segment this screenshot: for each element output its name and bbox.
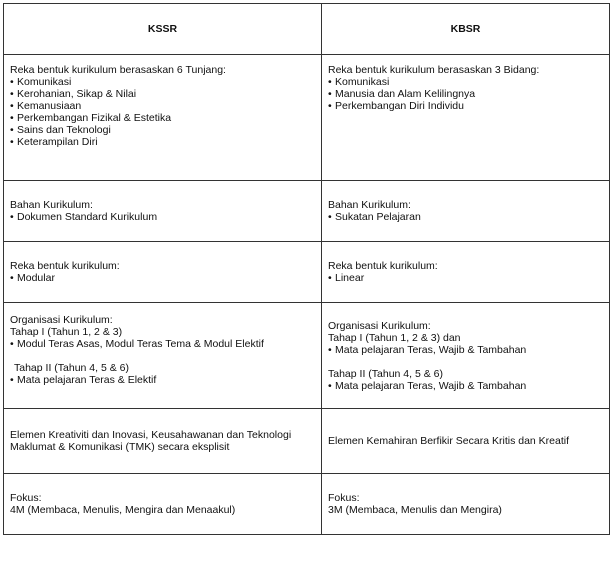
- focus-text: 3M (Membaca, Menulis dan Mengira): [328, 504, 502, 516]
- kssr-focus-cell: [4, 474, 322, 535]
- bullet-list: [328, 344, 603, 356]
- kssr-elements-cell: Elemen Kreativiti dan Inovasi, Keusahawanan dan Teknologi Maklumat & Komunikasi (TMK) secara eksplisit: [4, 409, 322, 474]
- stage-label: Tahap I (Tahun 1, 2 & 3): [10, 325, 123, 338]
- spacer: [328, 148, 603, 160]
- bullet-list: [10, 374, 315, 386]
- kssr-pillars-cell: [4, 55, 322, 181]
- bullet-list: [328, 272, 603, 284]
- kssr-pillars-list: [10, 76, 315, 148]
- spacer: [10, 386, 315, 398]
- kbsr-focus-cell: [322, 474, 610, 535]
- bullet-list: [10, 272, 315, 284]
- spacer: [328, 124, 603, 136]
- cell-title: Bahan Kurikulum:: [328, 199, 411, 211]
- cell-title: Bahan Kurikulum:: [10, 199, 93, 211]
- spacer: [328, 112, 603, 124]
- cell-title: Reka bentuk kurikulum:: [328, 260, 438, 272]
- header-row: [4, 4, 610, 55]
- header-kssr: KSSR: [4, 4, 322, 55]
- table-row: [4, 474, 610, 535]
- bullet-list: [10, 338, 315, 350]
- focus-text: 4M (Membaca, Menulis, Mengira dan Menaakul): [10, 504, 236, 516]
- table-row: [4, 55, 610, 181]
- spacer: [328, 356, 603, 368]
- list-item: • Perkembangan Diri Individu: [328, 100, 603, 112]
- list-item: • Mata pelajaran Teras, Wajib & Tambahan: [328, 380, 603, 392]
- table-row: [4, 409, 610, 474]
- list-item: • Manusia dan Alam Kelilingnya: [328, 88, 603, 100]
- cell-title: Reka bentuk kurikulum berasaskan 6 Tunjang:: [10, 63, 226, 76]
- list-item: • Modul Teras Asas, Modul Teras Tema & Modul Elektif: [10, 338, 315, 350]
- cell-title: Reka bentuk kurikulum berasaskan 3 Bidang:: [328, 63, 540, 76]
- spacer: [10, 160, 315, 172]
- spacer: [10, 350, 315, 362]
- stage-label: Tahap II (Tahun 4, 5 & 6): [14, 361, 129, 374]
- list-item: • Komunikasi: [10, 76, 315, 88]
- kbsr-elements-cell: Elemen Kemahiran Berfikir Secara Kritis dan Kreatif: [322, 409, 610, 474]
- cell-title: Reka bentuk kurikulum:: [10, 260, 120, 272]
- cell-title: Organisasi Kurikulum:: [328, 319, 431, 332]
- table-row: [4, 181, 610, 242]
- list-item: • Sains dan Teknologi: [10, 124, 315, 136]
- comparison-table: [3, 3, 610, 535]
- list-item: • Modular: [10, 272, 315, 284]
- list-item: • Komunikasi: [328, 76, 603, 88]
- list-item: • Mata pelajaran Teras & Elektif: [10, 374, 315, 386]
- list-item: • Mata pelajaran Teras, Wajib & Tambahan: [328, 344, 603, 356]
- kbsr-material-cell: [322, 181, 610, 242]
- cell-title: Fokus:: [10, 492, 42, 504]
- list-item: • Kerohanian, Sikap & Nilai: [10, 88, 315, 100]
- kssr-design-cell: [4, 242, 322, 303]
- kssr-material-cell: [4, 181, 322, 242]
- spacer: [328, 160, 603, 172]
- list-item: • Sukatan Pelajaran: [328, 211, 603, 223]
- kssr-organisation-cell: [4, 303, 322, 409]
- kbsr-pillars-cell: [322, 55, 610, 181]
- list-item: • Dokumen Standard Kurikulum: [10, 211, 315, 223]
- header-kbsr: KBSR: [322, 4, 610, 55]
- list-item: • Kemanusiaan: [10, 100, 315, 112]
- bullet-list: [328, 380, 603, 392]
- table-row: [4, 242, 610, 303]
- stage-label: Tahap I (Tahun 1, 2 & 3) dan: [328, 331, 461, 344]
- table-row: [4, 303, 610, 409]
- cell-title: Organisasi Kurikulum:: [10, 313, 113, 326]
- cell-title: Fokus:: [328, 492, 360, 504]
- list-item: • Perkembangan Fizikal & Estetika: [10, 112, 315, 124]
- list-item: • Linear: [328, 272, 603, 284]
- spacer: [328, 136, 603, 148]
- kbsr-organisation-cell: [322, 303, 610, 409]
- spacer: [10, 148, 315, 160]
- kbsr-design-cell: [322, 242, 610, 303]
- stage-label: Tahap II (Tahun 4, 5 & 6): [328, 367, 443, 380]
- kbsr-pillars-list: [328, 76, 603, 112]
- list-item: • Keterampilan Diri: [10, 136, 315, 148]
- bullet-list: [328, 211, 603, 223]
- bullet-list: [10, 211, 315, 223]
